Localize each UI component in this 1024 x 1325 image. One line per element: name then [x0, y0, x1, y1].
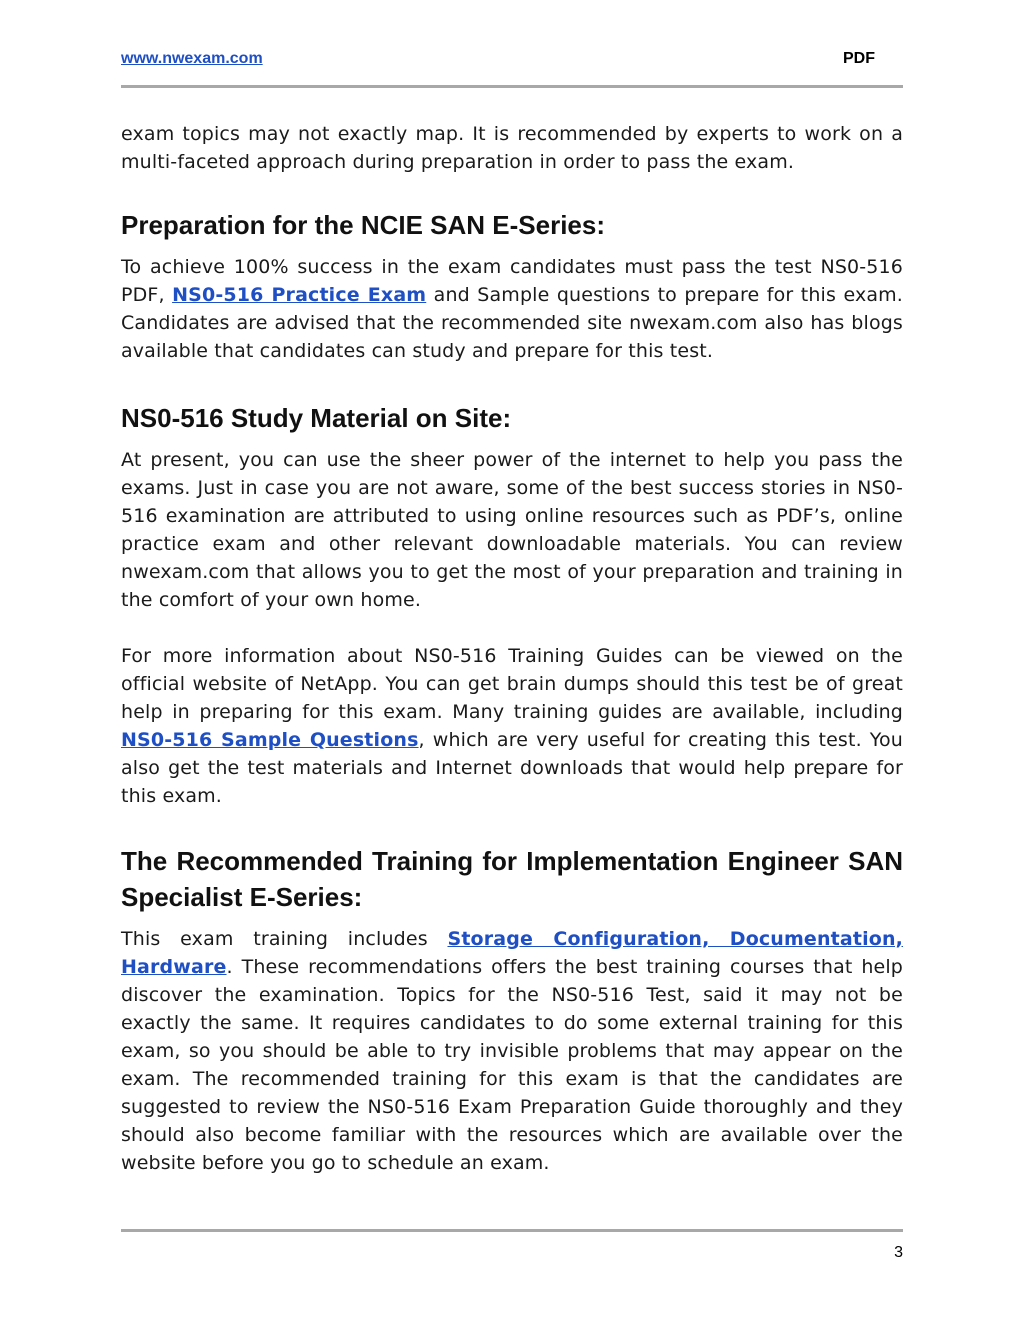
header-divider	[121, 85, 903, 88]
paragraph-text: , which are very useful for creating this test. You also get the test materials and Internet downloads that would help prepare for this exam.	[121, 729, 904, 807]
site-link[interactable]: www.nwexam.com	[121, 50, 263, 67]
section-heading-preparation: Preparation for the NCIE SAN E-Series:	[121, 210, 605, 240]
intro-paragraph: exam topics may not exactly map. It is recommended by experts to work on a multi-faceted approach during preparation in order to pass the exam.	[121, 123, 903, 173]
paragraph-text: To achieve 100% success in the exam candidates must pass the test NS0-516 PDF,	[121, 256, 903, 306]
storage-configuration-link[interactable]: Storage Configuration, Documentation, Hardware	[121, 928, 903, 978]
footer-divider	[121, 1229, 903, 1232]
recommended-training-paragraph	[121, 925, 903, 1177]
training-guides-paragraph	[121, 642, 903, 810]
page-content	[121, 120, 903, 1177]
pdf-label: PDF	[843, 50, 875, 67]
paragraph-text: This exam training includes	[121, 928, 448, 950]
section-heading-study-material: NS0-516 Study Material on Site:	[121, 403, 512, 433]
paragraph-text: For more information about NS0-516 Training Guides can be viewed on the official website of NetApp. You can get brain dumps should this test be of great help in preparing for this exam. Many training guides are available, including	[121, 645, 903, 723]
page-number: 3	[894, 1244, 903, 1261]
paragraph-text: and Sample questions to prepare for this exam. Candidates are advised that the recommended site nwexam.com also has blogs available that candidates can study and prepare for this test.	[121, 284, 903, 362]
paragraph-text: . These recommendations offers the best training courses that help discover the examination. Topics for the NS0-516 Test, said it may not be exactly the same. It requires candidates to do some external training for this exam, so you should be able to try invisible problems that may appear on the exam. The recommended training for this exam is that the candidates are suggested to review the NS0-516 Exam Preparation Guide thoroughly and they should also become familiar with the resources which are available over the website before you go to schedule an exam.	[121, 956, 903, 1174]
sample-questions-link[interactable]: NS0-516 Sample Questions	[121, 729, 419, 751]
study-material-paragraph: At present, you can use the sheer power of the internet to help you pass the exams. Just in case you are not aware, some of the best success stories in NS0-516 examination are attributed to using online resources such as PDF’s, online practice exam and other relevant downloadable materials. You can review nwexam.com that allows you to get the most of your preparation and training in the comfort of your own home.	[121, 449, 903, 611]
section-heading-recommended-training: The Recommended Training for Implementation Engineer SAN Specialist E-Series:	[121, 846, 903, 912]
practice-exam-link[interactable]: NS0-516 Practice Exam	[172, 284, 427, 306]
preparation-paragraph	[121, 253, 903, 365]
